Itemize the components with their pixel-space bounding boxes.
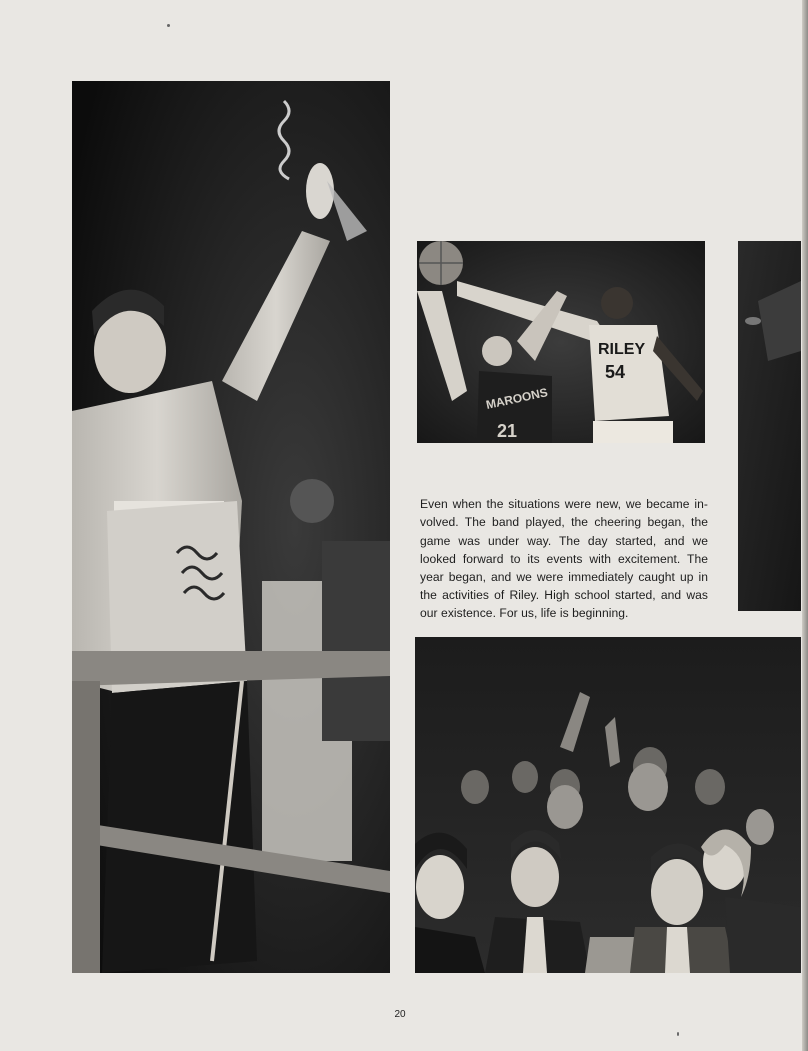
paper-speck xyxy=(677,1032,679,1036)
maroons-jersey-text: MAROONS xyxy=(484,385,549,412)
riley-jersey-text: RILEY xyxy=(598,341,646,358)
crowd-photo xyxy=(415,637,801,973)
page-edge xyxy=(802,0,808,1051)
basketball-photo xyxy=(417,241,705,443)
caption-text: Even when the situations were new, we became in-volved. The band played, the cheering began, the game was under way. The day started, and we looked forward to its events with excitement. The year began, and we were immediately caught up in the activities of Riley. High school started, and was our existence. For us, life is beginning. xyxy=(420,497,708,621)
paper-speck xyxy=(167,24,170,27)
side-strip-photo xyxy=(738,241,801,611)
band-leader-photo xyxy=(72,81,390,973)
page-number: 20 xyxy=(394,1009,406,1020)
riley-jersey-number: 54 xyxy=(605,362,626,382)
maroons-jersey-number: 21 xyxy=(497,421,518,441)
